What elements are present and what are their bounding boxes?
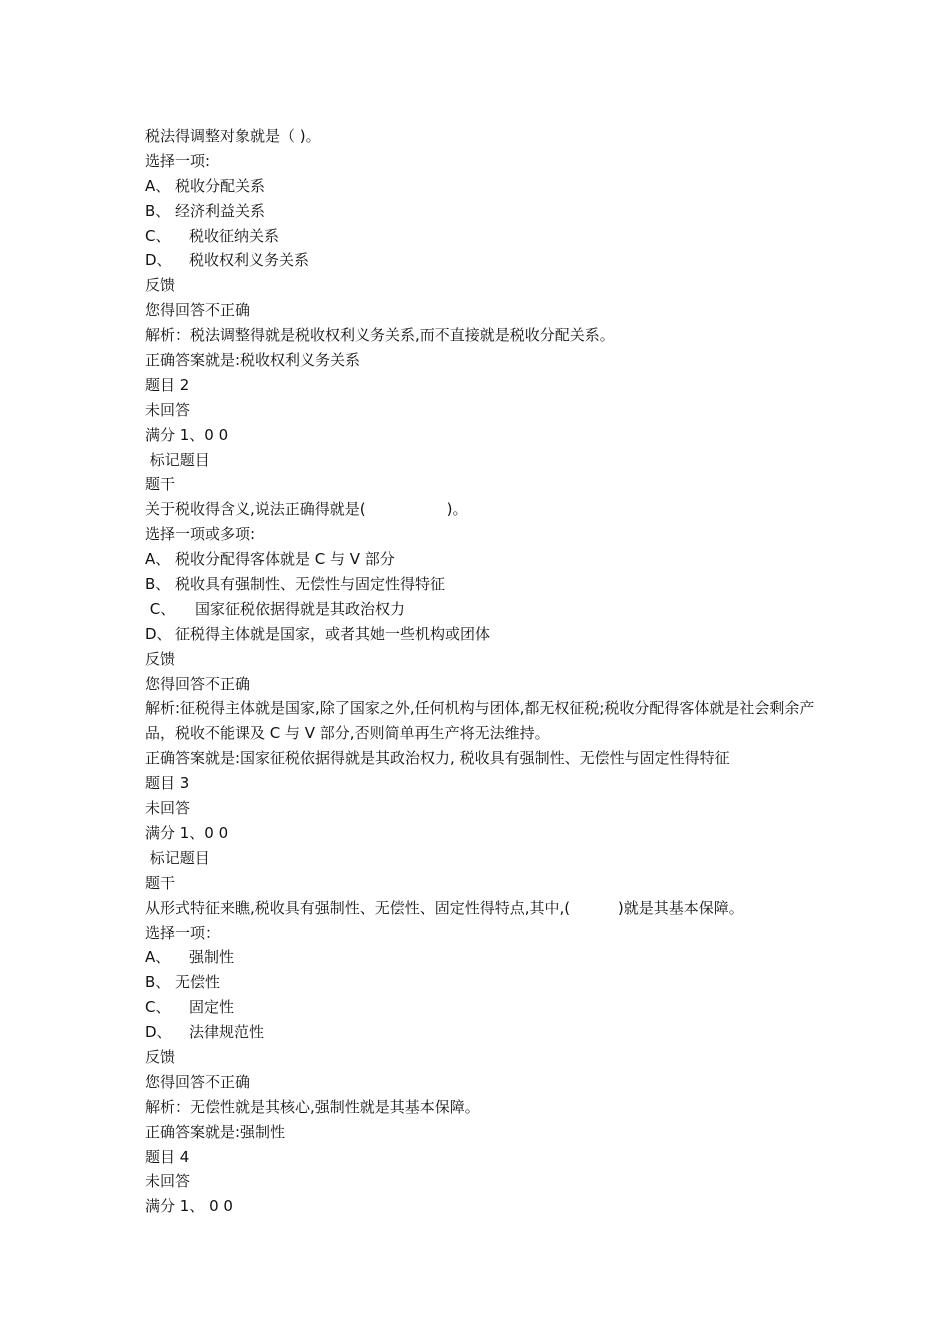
option-text: 经济利益关系 bbox=[175, 201, 266, 220]
question-3-analysis: 解析：无偿性就是其核心,强制性就是其基本保障。 bbox=[145, 1097, 480, 1116]
option-text: 固定性 bbox=[189, 998, 235, 1017]
question-3-feedback-title: 反馈 bbox=[145, 1047, 176, 1066]
question-4-number: 题目 4 bbox=[145, 1147, 190, 1166]
option-label: D、 bbox=[145, 624, 172, 643]
question-1-option-d[interactable] bbox=[145, 248, 835, 273]
option-label: B、 bbox=[145, 575, 171, 594]
option-label: D、 bbox=[145, 1023, 172, 1042]
question-3-option-d[interactable] bbox=[145, 1020, 835, 1045]
option-label: C、 bbox=[145, 599, 176, 618]
option-text: 税收分配得客体就是 C 与 V 部分 bbox=[175, 550, 395, 569]
question-3-answer: 正确答案就是:强制性 bbox=[145, 1122, 286, 1141]
question-1-option-b[interactable] bbox=[145, 199, 835, 224]
question-4-status: 未回答 bbox=[145, 1172, 191, 1191]
option-label: C、 bbox=[145, 998, 171, 1017]
question-2-result: 您得回答不正确 bbox=[145, 674, 251, 693]
question-1-answer: 正确答案就是:税收权利义务关系 bbox=[145, 351, 361, 370]
option-label: A、 bbox=[145, 550, 171, 569]
question-1-result: 您得回答不正确 bbox=[145, 301, 251, 320]
question-3-score: 满分 1、0 0 bbox=[145, 823, 229, 842]
option-label: A、 bbox=[145, 948, 171, 967]
question-3-stem-label: 题干 bbox=[145, 873, 176, 892]
question-1-option-a[interactable] bbox=[145, 174, 835, 199]
question-2-number: 题目 2 bbox=[145, 375, 190, 394]
question-2-option-c[interactable] bbox=[145, 597, 835, 622]
question-1-analysis: 解析：税法调整得就是税收权利义务关系,而不直接就是税收分配关系。 bbox=[145, 326, 615, 345]
question-3-option-b[interactable] bbox=[145, 970, 835, 995]
document-content bbox=[145, 124, 835, 1219]
question-3-result: 您得回答不正确 bbox=[145, 1072, 251, 1091]
question-2-flag-link[interactable]: 标记题目 bbox=[145, 450, 210, 469]
option-text: 税收征纳关系 bbox=[189, 226, 280, 245]
option-text: 税收权利义务关系 bbox=[189, 251, 310, 270]
question-2-stem-label: 题干 bbox=[145, 475, 176, 494]
option-text: 征税得主体就是国家，或者其她一些机构或团体 bbox=[175, 624, 491, 643]
option-text: 强制性 bbox=[189, 948, 235, 967]
question-2-option-b[interactable] bbox=[145, 572, 835, 597]
question-2-option-d[interactable] bbox=[145, 622, 835, 647]
option-text: 国家征税依据得就是其政治权力 bbox=[195, 599, 406, 618]
question-1-feedback-title: 反馈 bbox=[145, 276, 176, 295]
question-2-analysis: 解析:征税得主体就是国家,除了国家之外,任何机构与团体,都无权征税;税收分配得客体就是社会剩余产品，税收不能课及 C 与 V 部分,否则简单再生产将无法维持。 bbox=[145, 699, 815, 743]
option-label: A、 bbox=[145, 176, 171, 195]
question-1-option-c[interactable] bbox=[145, 224, 835, 249]
question-1-stem: 税法得调整对象就是（ )。 bbox=[145, 127, 321, 145]
option-label: B、 bbox=[145, 973, 171, 992]
option-label: C、 bbox=[145, 226, 171, 245]
question-2-feedback-title: 反馈 bbox=[145, 649, 176, 668]
question-3-status: 未回答 bbox=[145, 799, 191, 818]
question-3-option-c[interactable] bbox=[145, 995, 835, 1020]
question-2-prompt: 选择一项或多项: bbox=[145, 525, 256, 544]
question-2-status: 未回答 bbox=[145, 400, 191, 419]
question-2-score: 满分 1、0 0 bbox=[145, 425, 229, 444]
question-3-flag-link[interactable]: 标记题目 bbox=[145, 848, 210, 867]
question-2-stem: 关于税收得含义,说法正确得就是( )。 bbox=[145, 500, 468, 519]
question-3-option-a[interactable] bbox=[145, 945, 835, 970]
question-3-stem: 从形式特征来瞧,税收具有强制性、无偿性、固定性得特点,其中,( )就是其基本保障。 bbox=[145, 898, 744, 917]
question-2-option-a[interactable] bbox=[145, 547, 835, 572]
option-text: 法律规范性 bbox=[189, 1023, 265, 1042]
question-3-prompt: 选择一项： bbox=[145, 923, 221, 942]
option-text: 税收分配关系 bbox=[175, 176, 266, 195]
option-text: 税收具有强制性、无偿性与固定性得特征 bbox=[175, 575, 446, 594]
question-3-number: 题目 3 bbox=[145, 774, 190, 793]
question-4-score: 满分 1、 0 0 bbox=[145, 1197, 233, 1216]
question-1-prompt: 选择一项: bbox=[145, 151, 211, 170]
option-text: 无偿性 bbox=[175, 973, 221, 992]
option-label: D、 bbox=[145, 251, 172, 270]
option-label: B、 bbox=[145, 201, 171, 220]
question-2-answer: 正确答案就是:国家征税依据得就是其政治权力, 税收具有强制性、无偿性与固定性得特征 bbox=[145, 749, 730, 768]
